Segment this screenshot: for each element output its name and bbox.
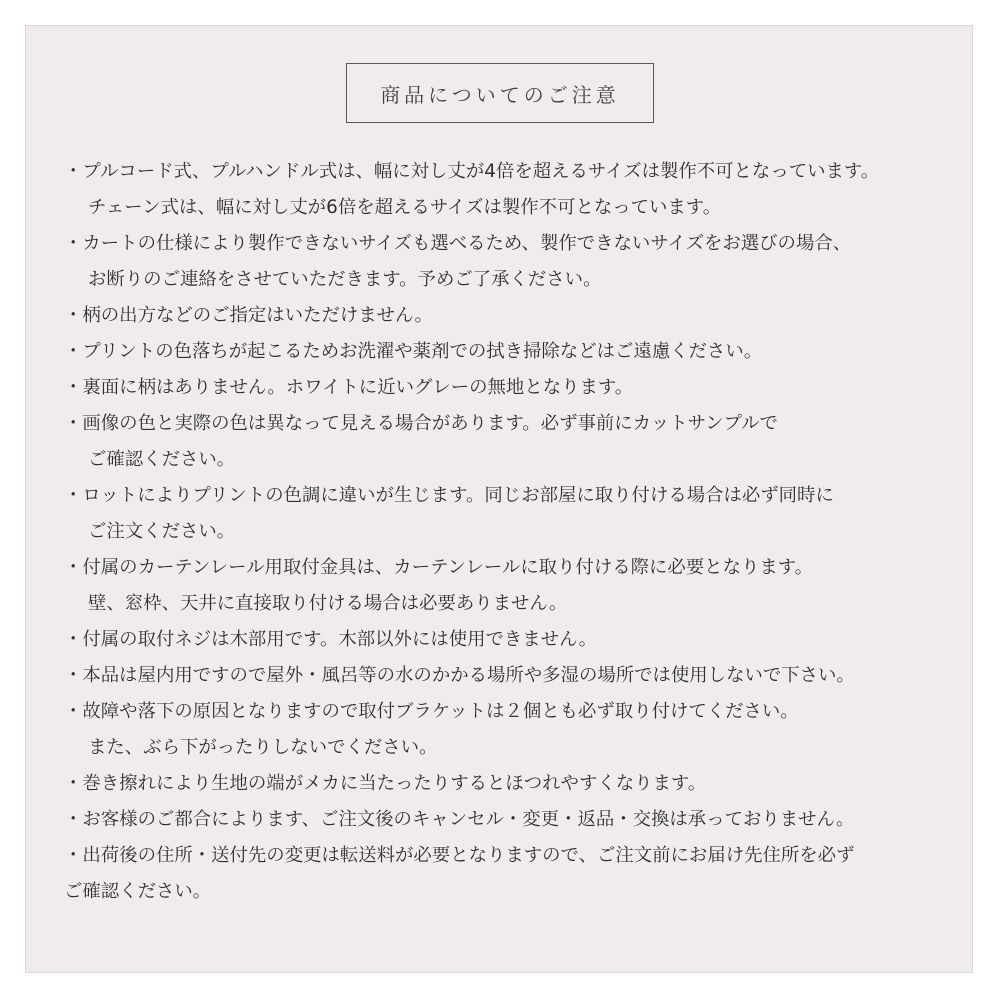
notice-line: ・付属のカーテンレール用取付金具は、カーテンレールに取り付ける際に必要となります。 <box>64 557 814 578</box>
notice-line: ・巻き擦れにより生地の端がメカに当たったりするとほつれやすくなります。 <box>64 773 707 794</box>
notice-line: ・付属の取付ネジは木部用です。木部以外には使用できません。 <box>64 629 597 650</box>
notice-line: ・出荷後の住所・送付先の変更は転送料が必要となりますので、ご注文前にお届け先住所を必ず <box>64 845 855 866</box>
notice-line: ・柄の出方などのご指定はいただけません。 <box>64 305 433 326</box>
title-box <box>346 63 654 123</box>
notice-line: ご確認ください。 <box>88 449 236 470</box>
notice-line: また、ぶら下がったりしないでください。 <box>88 737 438 758</box>
notice-line: ご確認ください。 <box>64 881 212 902</box>
notice-list <box>64 154 964 910</box>
notice-line: ・本品は屋内用ですので屋外・風呂等の水のかかる場所や多湿の場所では使用しないで下さい。 <box>64 665 855 686</box>
notice-line: ・プルコード式、プルハンドル式は、幅に対し丈が4倍を超えるサイズは製作不可となっています。 <box>64 161 880 182</box>
notice-line: ・故障や落下の原因となりますので取付ブラケットは２個とも必ず取り付けてください。 <box>64 701 799 722</box>
notice-line: ・画像の色と実際の色は異なって見える場合があります。必ず事前にカットサンプルで <box>64 413 778 434</box>
notice-line: ご注文ください。 <box>88 521 236 542</box>
notice-line: 壁、窓枠、天井に直接取り付ける場合は必要ありません。 <box>88 593 568 614</box>
notice-line: ・裏面に柄はありません。ホワイトに近いグレーの無地となります。 <box>64 377 634 398</box>
page-title: 商品についてのご注意 <box>380 82 620 107</box>
notice-panel <box>25 25 973 973</box>
notice-line: チェーン式は、幅に対し丈が6倍を超えるサイズは製作不可となっています。 <box>88 197 722 218</box>
notice-line: お断りのご連絡をさせていただきます。予めご了承ください。 <box>88 269 602 290</box>
notice-line: ・カートの仕様により製作できないサイズも選べるため、製作できないサイズをお選びの場合、 <box>64 233 852 254</box>
notice-line: ・プリントの色落ちが起こるためお洗濯や薬剤での拭き掃除などはご遠慮ください。 <box>64 341 763 362</box>
notice-line: ・ロットによりプリントの色調に違いが生じます。同じお部屋に取り付ける場合は必ず同時に <box>64 485 834 506</box>
notice-line: ・お客様のご都合によります、ご注文後のキャンセル・変更・返品・交換は承っておりません。 <box>64 809 855 830</box>
